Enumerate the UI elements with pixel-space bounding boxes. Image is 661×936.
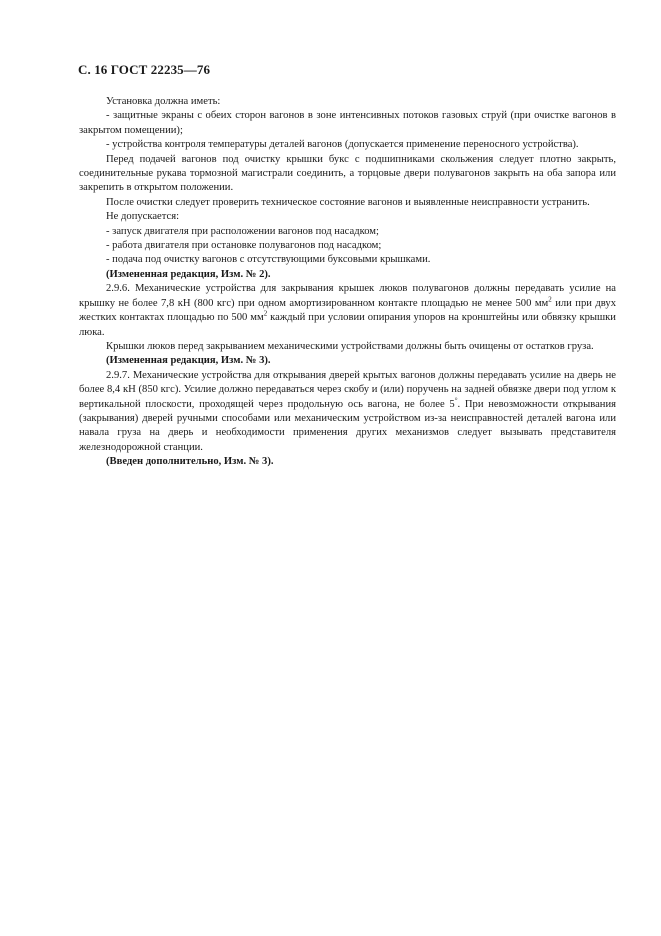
- introduced-additionally-note: (Введен дополнительно, Изм. № 3).: [106, 456, 274, 468]
- paragraph-before-cleaning: Перед подачей вагонов под очистку крышки букс с подшипниками скольжения следует плотно закрыть, соединительные рукава тормозной магистрали соединить, а торцовые двери полувагонов закрыть на оба запора или закрепить в открытом положении.: [79, 153, 616, 194]
- list-item-engine-operation: - работа двигателя при остановке полувагонов под насадком;: [106, 240, 382, 252]
- amendment-note-3: (Измененная редакция, Изм. № 3).: [106, 355, 271, 367]
- superscript-squared-2: 2: [263, 309, 268, 318]
- paragraph-2-9-7-part-2: . При невозможности открывания (закрывания) дверей ручными способами или механическим устройством из-за неисправностей деталей вагона или навала груза на дверь и необходимости применения других механизмов следует вызывать представителя железнодорожной станции.: [79, 398, 616, 453]
- paragraph-installation-requirements: Установка должна иметь:: [106, 96, 221, 107]
- paragraph-2-9-6: [79, 282, 616, 340]
- list-item-temperature-control: - устройства контроля температуры деталей вагонов (допускается применение переносного устройства).: [106, 139, 579, 151]
- superscript-squared-1: 2: [548, 295, 552, 304]
- paragraph-hatch-covers: Крышки люков перед закрыванием механическими устройствами должны быть очищены от остатков груза.: [106, 340, 594, 352]
- paragraph-not-allowed: Не допускается:: [106, 211, 180, 223]
- page-header: С. 16 ГОСТ 22235—76: [78, 62, 211, 77]
- paragraph-after-cleaning: После очистки следует проверить техническое состояние вагонов и выявленные неисправности устранить.: [106, 196, 590, 208]
- paragraph-2-9-6-part-3: каждый при условии опирания упоров на кронштейны или обвязку крышки люка.: [79, 312, 616, 338]
- list-item-engine-start: - запуск двигателя при расположении вагонов под насадком;: [106, 225, 379, 237]
- amendment-note-2: (Измененная редакция, Изм. № 2).: [106, 268, 271, 280]
- list-item-missing-covers: - подача под очистку вагонов с отсутствующими буксовыми крышками.: [106, 254, 431, 266]
- document-body: [79, 95, 616, 470]
- paragraph-2-9-7: [79, 369, 616, 455]
- paragraph-2-9-6-part-2: или при двух жестких контактах площадью по 500 мм: [79, 297, 616, 324]
- paragraph-2-9-6-part-1: 2.9.6. Механические устройства для закрывания крышек люков полувагонов должны передавать усилие на крышку не более 7,8 кН (800 кгс) при одном амортизированном контакте площадью не менее 500 мм: [79, 283, 616, 309]
- degree-symbol: °: [454, 396, 458, 404]
- paragraph-2-9-7-part-1: 2.9.7. Механические устройства для открывания дверей крытых вагонов должны передавать усилие на дверь не более 8,4 кН (850 кгс). Усилие должно передаваться через скобу и (или) поручень на задней обвязке двери под углом к вертикальной плоскости, проходящей через продольную ось вагона, не более 5: [79, 369, 616, 410]
- list-item-protective-screens: - защитные экраны с обеих сторон вагонов в зоне интенсивных потоков газовых струй (при очистке вагонов в закрытом помещении);: [79, 110, 616, 136]
